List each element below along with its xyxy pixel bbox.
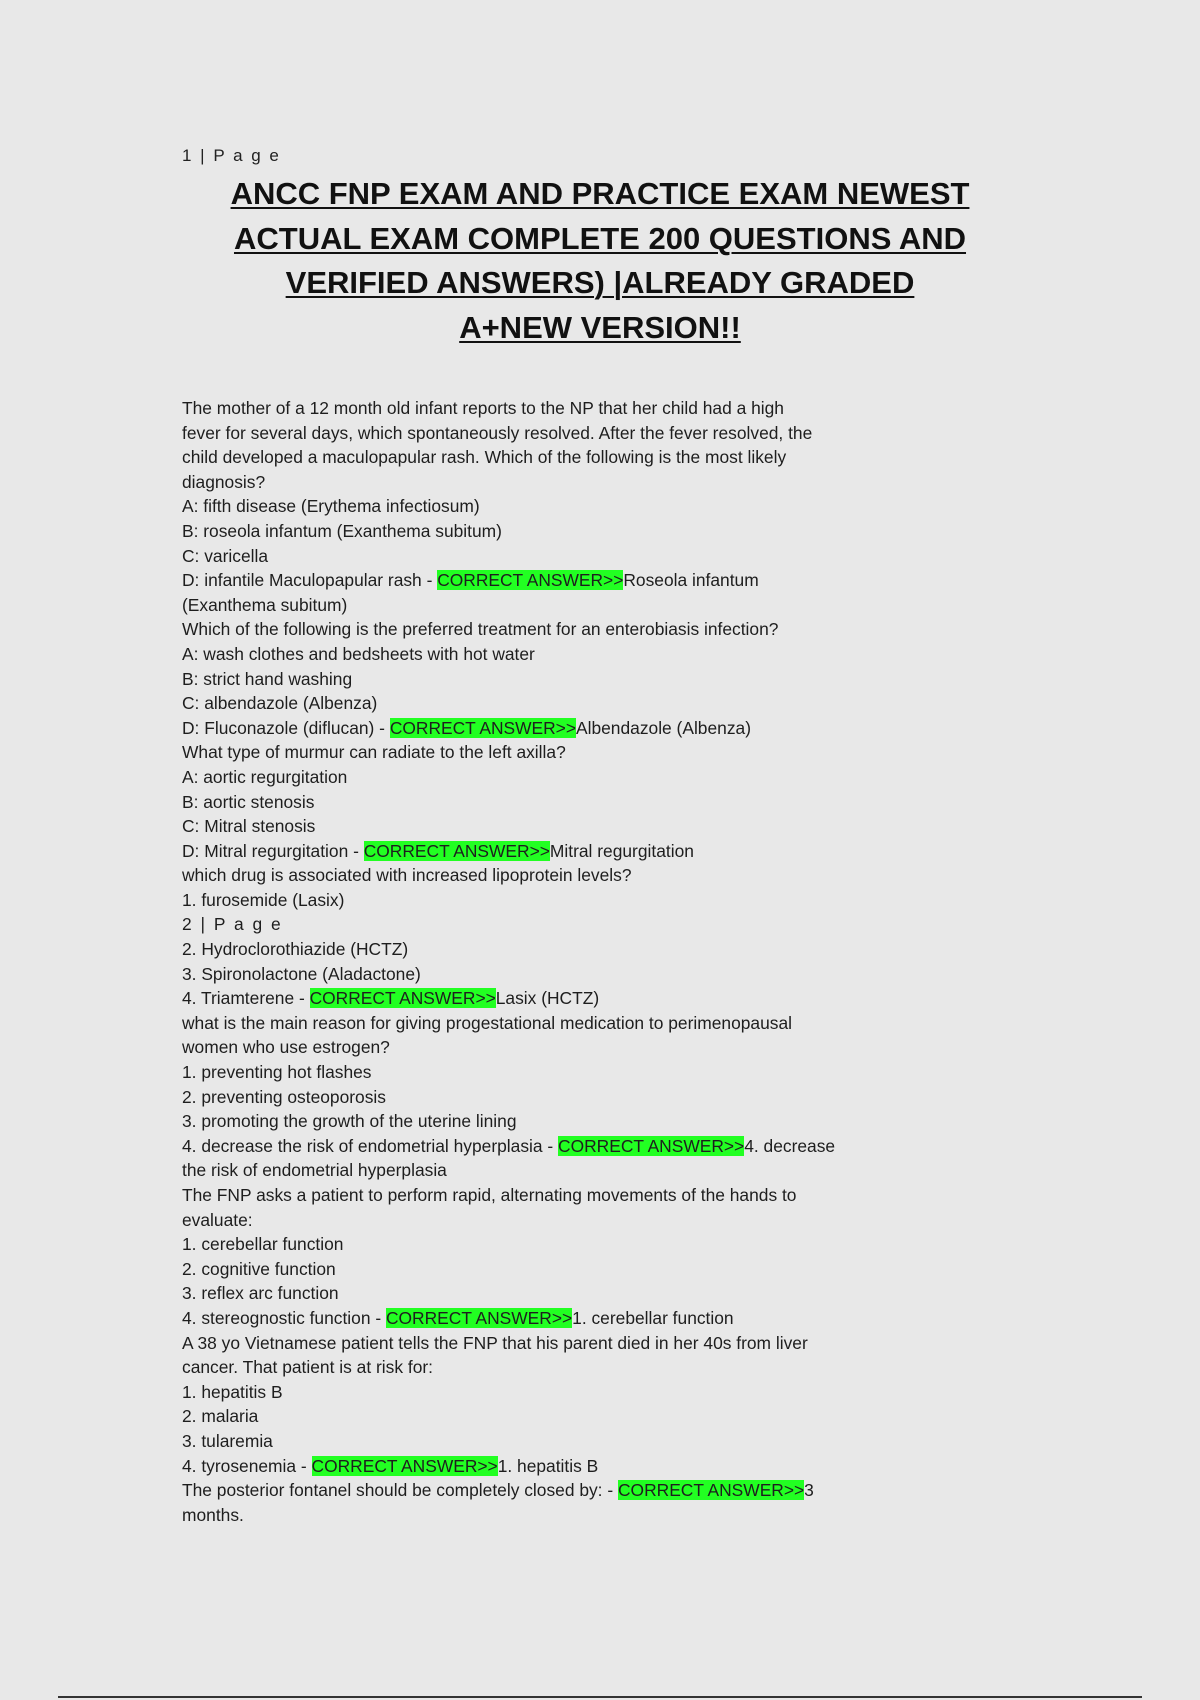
text-line: child developed a maculopapular rash. Which of the following is the most likely <box>182 447 787 468</box>
text-line: 3. promoting the growth of the uterine lining <box>182 1111 517 1132</box>
answer-option-text: 4. decrease the risk of endometrial hyperplasia - <box>182 1135 559 1156</box>
text-line: evaluate: <box>182 1209 253 1230</box>
text-line: C: varicella <box>182 545 269 566</box>
answer-line <box>182 1454 882 1479</box>
text-line: Which of the following is the preferred treatment for an enterobiasis infection? <box>182 619 779 640</box>
text-line: What type of murmur can radiate to the left axilla? <box>182 742 566 763</box>
text-line: women who use estrogen? <box>182 1037 390 1058</box>
answer-option-text: 4. stereognostic function - <box>182 1307 386 1328</box>
title-line: ANCC FNP EXAM AND PRACTICE EXAM NEWEST <box>230 176 970 211</box>
answer-option-text: D: infantile Maculopapular rash - <box>182 570 438 591</box>
page-number: 1 | P a g e <box>182 146 281 165</box>
text-line: 1. preventing hot flashes <box>182 1062 372 1083</box>
answer-line <box>182 568 882 593</box>
text-line: 1. cerebellar function <box>182 1234 344 1255</box>
text-line: A: aortic regurgitation <box>182 766 348 787</box>
correct-answer-highlight: CORRECT ANSWER>> <box>311 1455 498 1476</box>
text-line: months. <box>182 1504 244 1525</box>
title-line: ACTUAL EXAM COMPLETE 200 QUESTIONS AND <box>233 220 967 256</box>
text-line: A 38 yo Vietnamese patient tells the FNP that his parent died in her 40s from liver <box>182 1332 808 1353</box>
correct-answer-highlight: CORRECT ANSWER>> <box>437 570 624 591</box>
text-line: what is the main reason for giving progestational medication to perimenopausal <box>182 1012 792 1033</box>
text-line: diagnosis? <box>182 471 266 492</box>
text-line: B: aortic stenosis <box>182 791 315 812</box>
answer-option-text: 4. tyrosenemia - <box>182 1455 312 1476</box>
correct-answer-text: 1. cerebellar function <box>572 1307 734 1328</box>
question-list <box>182 396 882 1527</box>
text-line: 1. furosemide (Lasix) <box>182 889 345 910</box>
title-line: VERIFIED ANSWERS) |ALREADY GRADED <box>285 265 915 300</box>
answer-line <box>182 1478 882 1503</box>
inline-page-number: 2 | P a g e <box>182 914 283 935</box>
answer-line <box>182 716 882 741</box>
text-line: 3. reflex arc function <box>182 1283 339 1304</box>
text-line: cancer. That patient is at risk for: <box>182 1357 433 1378</box>
correct-answer-text: 4. decrease <box>744 1135 836 1156</box>
text-line: 3. Spironolactone (Aladactone) <box>182 963 421 984</box>
text-line: fever for several days, which spontaneously resolved. After the fever resolved, the <box>182 422 813 443</box>
text-line: 1. hepatitis B <box>182 1381 283 1402</box>
answer-line <box>182 1306 882 1331</box>
text-line: the risk of endometrial hyperplasia <box>182 1160 447 1181</box>
text-line: A: fifth disease (Erythema infectiosum) <box>182 496 480 517</box>
text-line: B: strict hand washing <box>182 668 353 689</box>
answer-option-text: D: Fluconazole (diflucan) - <box>182 717 390 738</box>
text-line: 2. cognitive function <box>182 1258 336 1279</box>
answer-option-text: 4. Triamterene - <box>182 988 310 1009</box>
correct-answer-highlight: CORRECT ANSWER>> <box>363 840 550 861</box>
text-line: which drug is associated with increased lipoprotein levels? <box>182 865 632 886</box>
text-line: The FNP asks a patient to perform rapid, alternating movements of the hands to <box>182 1185 797 1205</box>
text-line: B: roseola infantum (Exanthema subitum) <box>182 520 502 541</box>
text-line: 2. preventing osteoporosis <box>182 1086 386 1107</box>
text-line: The mother of a 12 month old infant reports to the NP that her child had a high <box>182 398 784 418</box>
text-line: 2. Hydroclorothiazide (HCTZ) <box>182 939 409 960</box>
correct-answer-text: 1. hepatitis B <box>497 1455 599 1476</box>
answer-option-text: The posterior fontanel should be completely closed by: - <box>182 1480 618 1501</box>
correct-answer-text: 3 <box>804 1480 814 1501</box>
title-line: A+NEW VERSION!! <box>459 309 741 345</box>
text-line: C: Mitral stenosis <box>182 816 316 837</box>
text-line: (Exanthema subitum) <box>182 594 348 615</box>
text-line: A: wash clothes and bedsheets with hot water <box>182 643 535 664</box>
answer-line <box>182 986 882 1011</box>
answer-line <box>182 1134 882 1159</box>
correct-answer-text: Roseola infantum <box>623 570 759 591</box>
answer-option-text: D: Mitral regurgitation - <box>182 840 364 861</box>
answer-line <box>182 839 882 864</box>
correct-answer-text: Albendazole (Albenza) <box>576 717 751 738</box>
correct-answer-highlight: CORRECT ANSWER>> <box>389 717 576 738</box>
correct-answer-highlight: CORRECT ANSWER>> <box>558 1135 745 1156</box>
correct-answer-text: Mitral regurgitation <box>549 840 694 861</box>
footer-divider <box>58 1696 1142 1698</box>
text-line: 3. tularemia <box>182 1430 273 1451</box>
correct-answer-highlight: CORRECT ANSWER>> <box>309 988 496 1009</box>
correct-answer-text: Lasix (HCTZ) <box>495 988 600 1009</box>
text-line: C: albendazole (Albenza) <box>182 693 378 714</box>
document-title <box>200 172 1000 350</box>
text-line: 2. malaria <box>182 1406 259 1427</box>
correct-answer-highlight: CORRECT ANSWER>> <box>617 1480 805 1501</box>
correct-answer-highlight: CORRECT ANSWER>> <box>385 1307 573 1328</box>
